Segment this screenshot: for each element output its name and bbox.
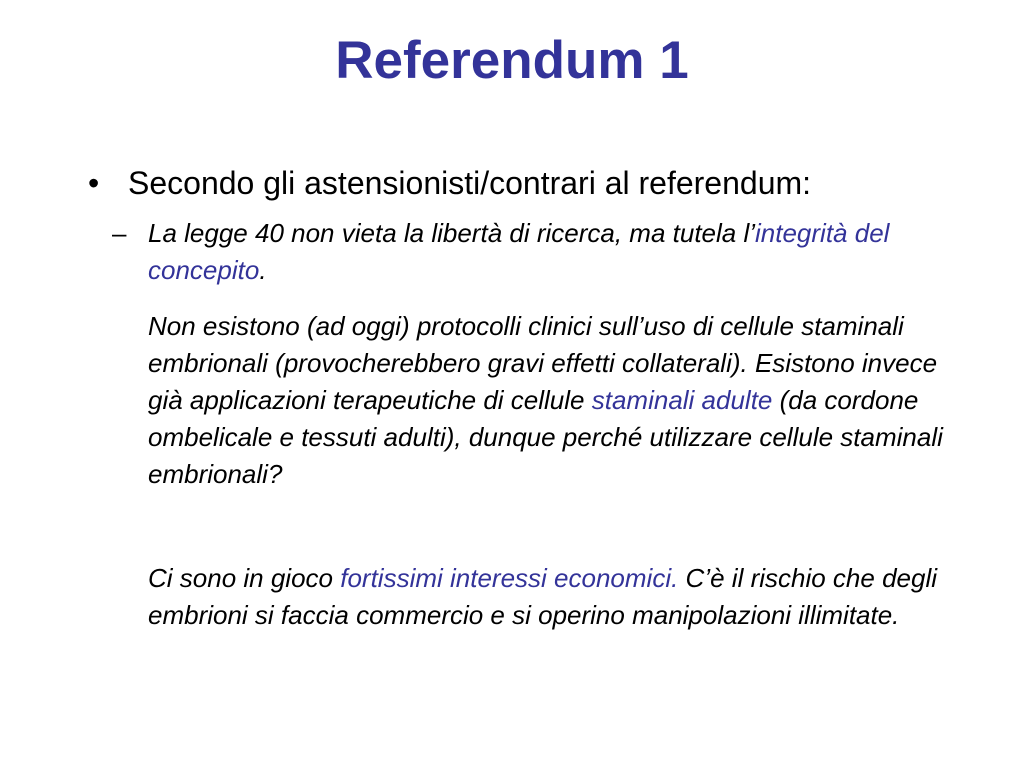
bullet-item [88,162,988,204]
paragraph-text: . [259,255,267,285]
highlighted-text: fortissimi interessi economici. [340,563,679,593]
bullet-marker: • [88,165,100,201]
highlighted-text: integrità del concepito [148,218,890,285]
sub-paragraph-3 [148,560,948,634]
paragraph-text: Non esistono (ad oggi) protocolli clinici sull’uso di cellule staminali embrionali (provocherebbero gravi effetti collaterali). Esistono invece già applicazioni terapeutiche di cellule [148,311,938,415]
sub-paragraph-2 [148,308,948,493]
slide-title: Referendum 1 [335,31,689,90]
bullet-text: Secondo gli astensionisti/contrari al referendum: [128,165,812,201]
highlighted-text: staminali adulte [591,385,773,415]
sub-bullet-1 [112,215,948,289]
paragraph-text: C’è il rischio che degli embrioni si faccia commercio e si operino manipolazioni illimitate. [148,563,937,630]
paragraph-text: La legge 40 non vieta la libertà di ricerca, ma tutela l’ [148,218,756,248]
paragraph-text: Ci sono in gioco [148,563,341,593]
paragraph-text: (da cordone ombelicale e tessuti adulti), dunque perché utilizzare cellule staminali embrionali? [148,385,943,489]
sub-bullet-dash: – [112,218,127,248]
